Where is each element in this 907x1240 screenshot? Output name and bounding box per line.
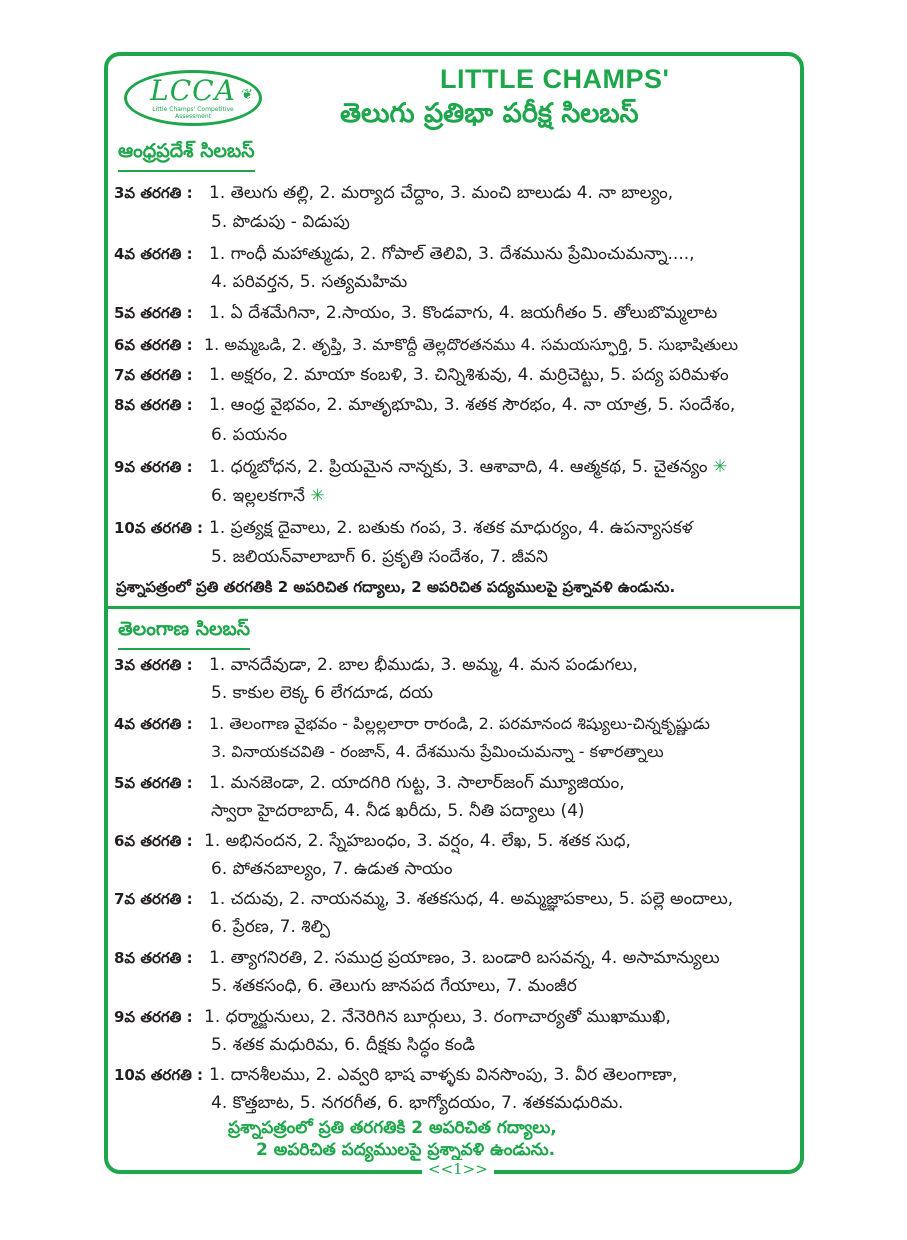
ap-row-4-cont: 4. పరివర్తన, 5. సత్యమహిమ xyxy=(211,272,408,292)
ts-row-7-cont: 6. ప్రేరణ, 7. శిల్పి xyxy=(211,917,330,937)
ts-row-10 xyxy=(114,1064,677,1086)
lesson-list: 1. ధర్మబోధన, 2. ప్రియమైన నాన్నకు, 3. ఆశావాది, 4. ఆత్మకథ, 5. చైతన్యం xyxy=(209,457,708,477)
logo-subtitle-1: Little Champs' Competitive xyxy=(152,106,234,113)
ts-row-6 xyxy=(114,830,631,852)
ts-syllabus-heading: తెలంగాణ సిలబస్ xyxy=(118,618,250,650)
star-icon: ✳ xyxy=(310,486,325,506)
ts-row-9-cont: 5. శతక మధురిమ, 6. దీక్షకు సిద్ధం కండి xyxy=(211,1035,475,1055)
ap-row-8-cont: 6. పయనం xyxy=(211,425,288,445)
leaf-icon: ❦ xyxy=(241,87,253,103)
ap-syllabus-heading: ఆంధ్రప్రదేశ్ సిలబస్ xyxy=(118,140,255,172)
logo-subtitle-2: Assessment xyxy=(175,113,211,120)
ts-row-5 xyxy=(114,772,625,794)
ts-row-6-cont: 6. పోతనబాల్యం, 7. ఉడుత సాయం xyxy=(211,859,453,879)
ap-question-note: ప్రశ్నాపత్రంలో ప్రతి తరగతికి 2 అపరిచిత గద్యాలు, 2 అపరిచిత పద్యములపై ప్రశ్నావళి ఉండును. xyxy=(116,578,676,596)
ap-row-10-cont: 5. జలియన్‌వాలాబాగ్ 6. ప్రకృతి సందేశం, 7. జీవని xyxy=(211,547,548,567)
ts-row-8 xyxy=(114,947,720,969)
lesson-list: 1. దానశీలము, 2. ఎవ్వరి భాష వాళ్ళకు వినసొంపు, 3. వీర తెలంగాణా, xyxy=(209,1065,678,1085)
ts-row-7 xyxy=(114,888,733,910)
class-label: 4వ తరగతి : xyxy=(114,245,193,263)
star-icon: ✳ xyxy=(712,457,728,477)
class-label: 9వ తరగతి : xyxy=(114,458,193,476)
page-number: <<1>> xyxy=(422,1160,494,1178)
logo-mark: LCCA xyxy=(150,74,236,107)
ts-row-3 xyxy=(114,654,638,676)
class-label: 6వ తరగతి : xyxy=(114,832,193,850)
ts-row-5-cont: స్వారా హైదరాబాద్, 4. నీడ ఖరీదు, 5. నీతి పద్యాలు (4) xyxy=(211,801,585,821)
class-label: 3వ తరగతి : xyxy=(114,184,193,202)
ts-row-8-cont: 5. శతకసంధి, 6. తెలుగు జానపద గేయాలు, 7. మంజీర xyxy=(211,976,577,996)
ap-row-10 xyxy=(114,517,693,539)
ap-row-9-cont xyxy=(211,485,325,507)
ts-row-4 xyxy=(114,713,710,735)
ap-row-4 xyxy=(114,243,695,265)
section-divider xyxy=(108,606,800,609)
lesson-list: 1. తెలుగు తల్లి, 2. మర్యాద చేద్దాం, 3. మంచి బాలుడు 4. నా బాల్యం, xyxy=(209,183,674,203)
brand-title: LITTLE CHAMPS' xyxy=(440,64,670,94)
lcca-logo xyxy=(124,70,262,126)
lesson-list: 1. వానదేవుడా, 2. బాల భీముడు, 3. అమ్మ, 4. మన పండుగలు, xyxy=(209,655,638,675)
lesson-list: 1. తెలంగాణ వైభవం - పిల్లల్లలారా రారండి, 2. పరమానంద శిష్యులు-చిన్నకృష్ణుడు xyxy=(209,714,710,733)
class-label: 10వ తరగతి : xyxy=(114,519,204,537)
class-label: 10వ తరగతి : xyxy=(114,1066,204,1084)
ts-row-4-cont: 3. వినాయకచవితి - రంజాన్, 4. దేశమును ప్రేమించుమన్నా - కళారత్నాలు xyxy=(211,742,664,761)
lesson-list: 1. ప్రత్యక్ష దైవాలు, 2. బతుకు గంప, 3. శతక మాధుర్యం, 4. ఉపన్యాసకళ xyxy=(209,518,693,538)
class-label: 7వ తరగతి : xyxy=(114,890,193,908)
class-label: 5వ తరగతి : xyxy=(114,774,193,792)
lesson-list: 1. అభినందన, 2. స్నేహబంధం, 3. వర్షం, 4. లేఖ, 5. శతక సుధ, xyxy=(204,831,631,851)
ts-row-9 xyxy=(114,1006,671,1028)
lesson-list: 1. త్యాగనిరతి, 2. సముద్ర ప్రయాణం, 3. బండారి బసవన్న, 4. అసామాన్యులు xyxy=(209,948,720,968)
lesson-list: 1. అమ్మఒడి, 2. తృప్తి, 3. మాకొద్దీ తెల్లదొరతనము 4. సమయస్ఫూర్తి, 5. సుభాషితులు xyxy=(204,335,739,354)
ap-row-3 xyxy=(114,182,673,204)
class-label: 3వ తరగతి : xyxy=(114,656,193,674)
ts-question-note-1: ప్రశ్నాపత్రంలో ప్రతి తరగతికి 2 అపరిచిత గద్యాలు, xyxy=(228,1118,557,1138)
lesson-list: 1. మనజెండా, 2. యాదగిరి గుట్ట, 3. సాలార్‌జంగ్ మ్యూజియం, xyxy=(209,773,625,793)
lesson-list: 1. చదువు, 2. నాయనమ్మ, 3. శతకసుధ, 4. అమ్మజ్ఞాపకాలు, 5. పల్లె అందాలు, xyxy=(209,889,734,909)
ap-row-9 xyxy=(114,456,727,478)
lesson-list: 1. ఆంధ్ర వైభవం, 2. మాతృభూమి, 3. శతక సౌరభం, 4. నా యాత్ర, 5. సందేశం, xyxy=(209,395,736,415)
ap-row-8 xyxy=(114,394,735,416)
page-title: తెలుగు ప్రతిభా పరీక్ష సిలబస్ xyxy=(340,98,639,129)
ts-question-note-2: 2 అపరిచిత పద్యములపై ప్రశ్నావళి ఉండును. xyxy=(256,1140,556,1160)
class-label: 9వ తరగతి : xyxy=(114,1008,193,1026)
lesson-list: 1. అక్షరం, 2. మాయా కంబళి, 3. చిన్నిశిశువు, 4. మర్రిచెట్టు, 5. పద్య పరిమళం xyxy=(209,365,729,385)
class-label: 8వ తరగతి : xyxy=(114,396,193,414)
lesson-list: 1. ధర్మార్జునులు, 2. నేనెరిగిన బూర్గులు, 3. రంగాచార్యతో ముఖాముఖి, xyxy=(204,1007,671,1027)
ap-row-3-cont: 5. పొడుపు - విడుపు xyxy=(211,212,350,232)
ts-row-10-cont: 4. కొత్తబాట, 5. నగరగీత, 6. భాగ్యోదయం, 7. శతకమధురిమ. xyxy=(211,1093,624,1113)
class-label: 6వ తరగతి : xyxy=(114,336,193,354)
ap-row-6 xyxy=(114,334,738,356)
class-label: 4వ తరగతి : xyxy=(114,715,193,733)
class-label: 8వ తరగతి : xyxy=(114,949,193,967)
ap-row-5 xyxy=(114,302,717,324)
ts-row-3-cont: 5. కాకుల లెక్క 6 లేగదూడ, దయ xyxy=(211,683,434,703)
lesson-list: 1. గాంధీ మహాత్ముడు, 2. గోపాల్ తెలివి, 3. దేశమును ప్రేమించుమన్నా...., xyxy=(209,244,695,264)
lesson-list: 1. ఏ దేశమేగినా, 2.సాయం, 3. కొండవాగు, 4. జయగీతం 5. తోలుబొమ్మలాట xyxy=(209,303,718,323)
ap-row-7 xyxy=(114,364,729,386)
class-label: 7వ తరగతి : xyxy=(114,366,193,384)
class-label: 5వ తరగతి : xyxy=(114,304,193,322)
lesson-list: 6. ఇల్లలకగానే xyxy=(211,486,305,506)
